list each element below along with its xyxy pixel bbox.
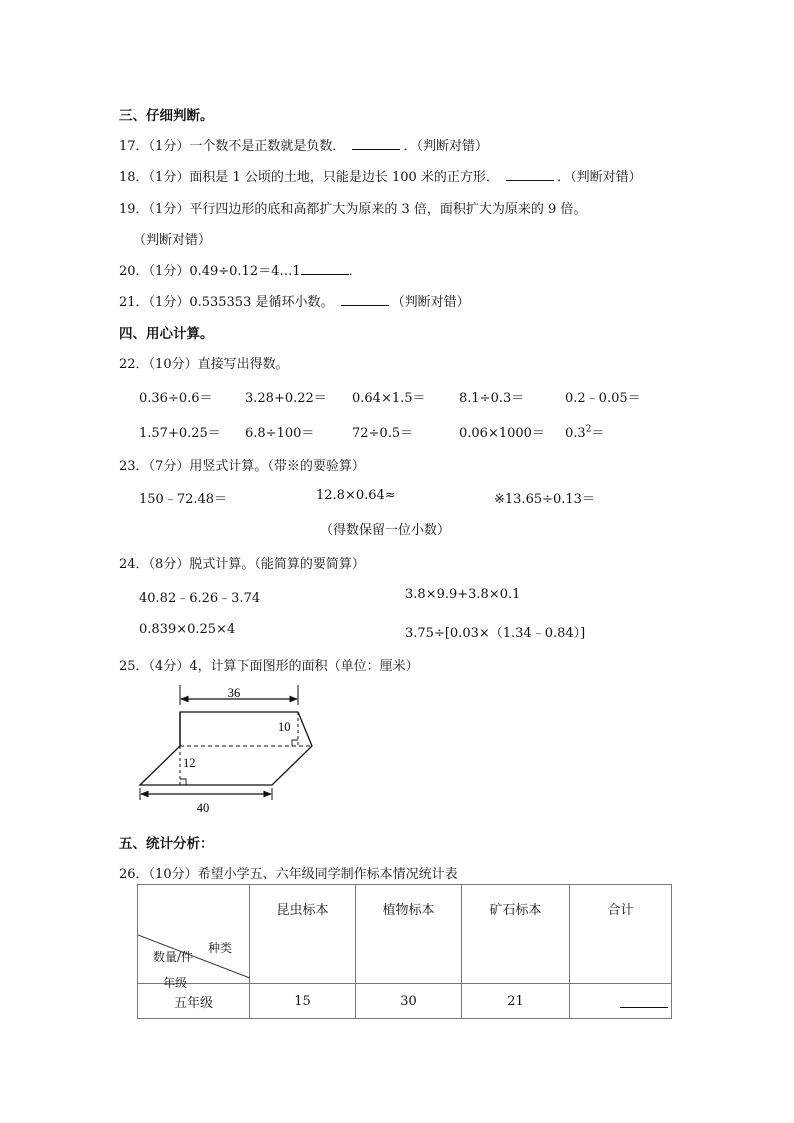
bottom-dimension-line bbox=[140, 788, 272, 800]
question-17-text: 17．（1分）一个数不是正数就是负数． bbox=[119, 139, 346, 154]
row-label: 五年级 bbox=[138, 984, 250, 1019]
diagonal-header-cell bbox=[138, 885, 250, 990]
question-17 bbox=[119, 135, 488, 154]
table-header-row bbox=[138, 885, 672, 984]
question-18-suffix: ．（判断对错） bbox=[557, 170, 642, 185]
calc-item: 0.36÷0.6＝ bbox=[139, 391, 213, 406]
calc-base: 0.3 bbox=[565, 426, 586, 441]
calc-item: 6.8÷100＝ bbox=[245, 426, 315, 441]
calc-item: 8.1÷0.3＝ bbox=[459, 391, 525, 406]
composite-figure bbox=[130, 680, 330, 820]
question-23: 23．（7分）用竖式计算。（带※的要验算） bbox=[119, 459, 365, 474]
calc-item: 0.2﹣0.05＝ bbox=[565, 391, 641, 406]
question-18 bbox=[119, 166, 642, 185]
header-kind: 种类 bbox=[208, 941, 233, 955]
calc-item: 3.8×9.9+3.8×0.1 bbox=[405, 587, 521, 602]
calc-item: 72÷0.5＝ bbox=[352, 426, 414, 441]
section-4-title: 四、用心计算。 bbox=[119, 326, 214, 342]
right-angle-mark bbox=[180, 779, 186, 785]
column-header: 昆虫标本 bbox=[250, 885, 356, 984]
column-header: 矿石标本 bbox=[462, 885, 570, 984]
question-21-text: 21．（1分）0.535353 是循环小数。 bbox=[119, 295, 334, 310]
question-22: 22．（10分）直接写出得数。 bbox=[119, 357, 289, 372]
table-cell: 21 bbox=[462, 984, 570, 1019]
calc-item: 12.8×0.64≈ bbox=[316, 488, 396, 503]
header-grade: 年级 bbox=[163, 976, 188, 990]
question-17-suffix: ．（判断对错） bbox=[403, 139, 488, 154]
calc-item: 1.57+0.25＝ bbox=[139, 426, 221, 441]
question-19-line2: （判断对错） bbox=[133, 233, 212, 248]
answer-blank[interactable] bbox=[506, 169, 554, 181]
calc-item: 0.839×0.25×4 bbox=[139, 622, 236, 637]
table-row bbox=[138, 984, 672, 1019]
calc-exponent: 2 bbox=[585, 424, 592, 435]
question-20 bbox=[119, 260, 362, 279]
statistics-table bbox=[137, 884, 672, 1019]
section-5-title: 五、统计分析： bbox=[119, 836, 214, 852]
calc-item: 0.64×1.5＝ bbox=[352, 391, 426, 406]
total-cell bbox=[570, 984, 672, 1019]
rounding-note: （得数保留一位小数） bbox=[320, 523, 451, 538]
question-21-suffix: （判断对错） bbox=[391, 295, 470, 310]
section-3-title: 三、仔细判断。 bbox=[119, 108, 214, 124]
calc-item: 3.75÷[0.03×（1.34﹣0.84）] bbox=[405, 626, 586, 641]
calc-item: 3.28+0.22＝ bbox=[245, 391, 327, 406]
answer-blank[interactable] bbox=[341, 294, 389, 306]
header-quantity: 数量/件 bbox=[153, 950, 194, 964]
label-bottom-length: 40 bbox=[196, 801, 210, 815]
label-top-length: 36 bbox=[227, 686, 241, 700]
calc-item: 40.82﹣6.26﹣3.74 bbox=[139, 591, 261, 606]
right-angle-mark bbox=[292, 740, 298, 746]
column-header: 合计 bbox=[570, 885, 672, 984]
answer-blank[interactable] bbox=[620, 996, 668, 1008]
table-cell: 15 bbox=[250, 984, 356, 1019]
calc-equals: ＝ bbox=[591, 426, 605, 441]
question-20-suffix: ． bbox=[348, 264, 362, 279]
question-18-text: 18．（1分）面积是 1 公顷的土地，只能是边长 100 米的正方形． bbox=[119, 170, 499, 185]
question-19-line1: 19．（1分）平行四边形的底和高都扩大为原来的 3 倍，面积扩大为原来的 9 倍。 bbox=[119, 202, 587, 217]
answer-blank[interactable] bbox=[301, 263, 349, 275]
label-height-right: 10 bbox=[278, 720, 291, 734]
question-25: 25．（4分）4，计算下面图形的面积（单位：厘米） bbox=[119, 659, 419, 674]
calc-item-power bbox=[565, 422, 604, 441]
calc-item: ※13.65÷0.13＝ bbox=[494, 492, 595, 507]
table-cell: 30 bbox=[356, 984, 462, 1019]
answer-blank[interactable] bbox=[352, 138, 400, 150]
calc-item: 0.06×1000＝ bbox=[459, 426, 545, 441]
column-header: 植物标本 bbox=[356, 885, 462, 984]
question-24: 24．（8分）脱式计算。（能简算的要简算） bbox=[119, 557, 365, 572]
calc-item: 150﹣72.48＝ bbox=[139, 492, 228, 507]
label-height-left: 12 bbox=[183, 756, 196, 770]
question-21 bbox=[119, 291, 470, 310]
question-26: 26．（10分）希望小学五、六年级同学制作标本情况统计表 bbox=[119, 867, 458, 882]
question-20-text: 20．（1分）0.49÷0.12＝4…1 bbox=[119, 264, 301, 279]
